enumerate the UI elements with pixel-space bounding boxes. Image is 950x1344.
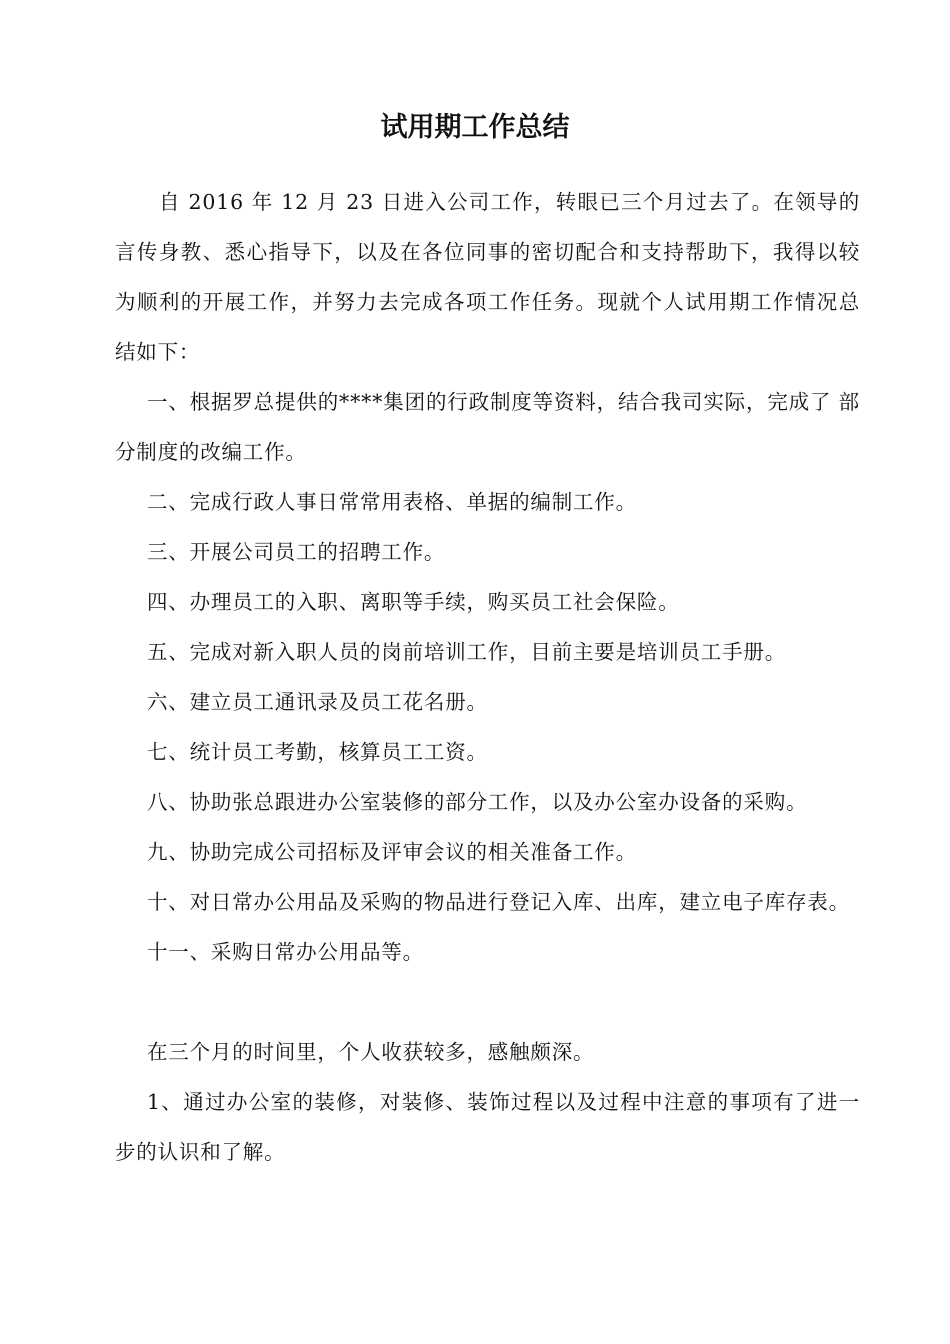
document-title: 试用期工作总结 — [380, 112, 570, 143]
work-item-5: 五、完成对新入职人员的岗前培训工作，目前主要是培训员工手册。 — [147, 640, 786, 664]
work-item-6: 六、建立员工通讯录及员工花名册。 — [147, 690, 488, 714]
work-item-3: 三、开展公司员工的招聘工作。 — [147, 540, 446, 564]
work-item-2: 二、完成行政人事日常常用表格、单据的编制工作。 — [147, 490, 637, 514]
reflection-item-1: 1、通过办公室的装修，对装修、装饰过程以及过程中注意的事项有了进一步的认识和了解。 — [115, 1090, 860, 1164]
document-body — [115, 177, 860, 1177]
work-item-8: 八、协助张总跟进办公室装修的部分工作，以及办公室办设备的采购。 — [147, 790, 808, 814]
reflection-intro: 在三个月的时间里，个人收获较多，感触颇深。 — [147, 1040, 595, 1064]
work-item-11: 十一、采购日常办公用品等。 — [147, 940, 424, 964]
work-item-7: 七、统计员工考勤，核算员工工资。 — [147, 740, 488, 764]
paragraph-spacer — [115, 977, 860, 1027]
work-item-9: 九、协助完成公司招标及评审会议的相关准备工作。 — [147, 840, 637, 864]
work-item-4: 四、办理员工的入职、离职等手续，购买员工社会保险。 — [147, 590, 680, 614]
work-item-1: 一、根据罗总提供的****集团的行政制度等资料，结合我司实际，完成了 部分制度的改编工作。 — [115, 390, 860, 464]
work-item-10: 十、对日常办公用品及采购的物品进行登记入库、出库，建立电子库存表。 — [147, 890, 850, 914]
intro-paragraph: 自 2016 年 12 月 23 日进入公司工作，转眼已三个月过去了。在领导的言传身教、悉心指导下，以及在各位同事的密切配合和支持帮助下，我得以较为顺利的开展工作，并努力去完成各项工作任务。现就个人试用期工作情况总结如下： — [115, 190, 860, 364]
